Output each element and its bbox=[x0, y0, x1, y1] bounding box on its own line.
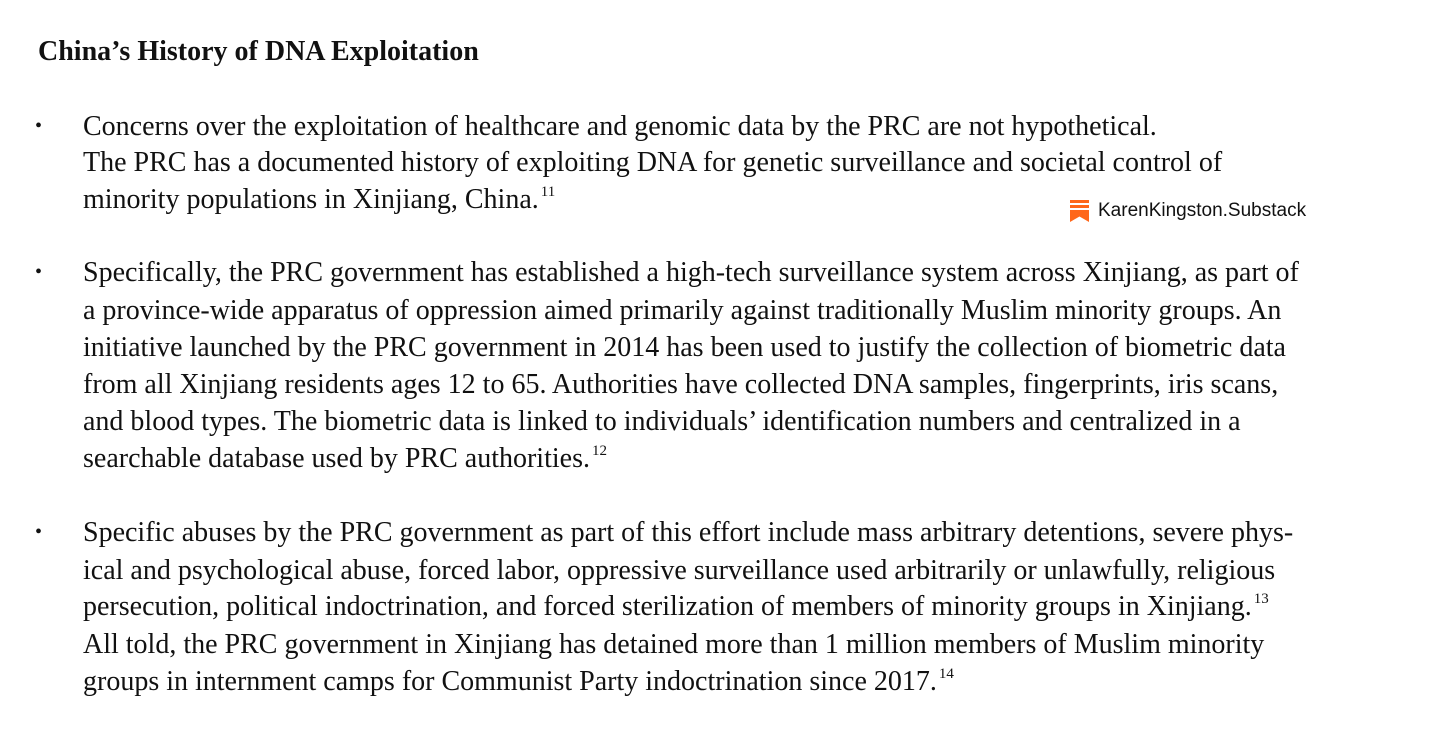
watermark bbox=[1070, 199, 1306, 223]
text-line-content: groups in internment camps for Communist Party indoctrination since 2017. bbox=[83, 666, 937, 697]
text-line: The PRC has a documented history of exploiting DNA for genetic surveillance and societal control of bbox=[83, 147, 1223, 178]
text-line-content: minority populations in Xinjiang, China. bbox=[83, 184, 539, 215]
text-line: initiative launched by the PRC government in 2014 has been used to justify the collection of biometric data bbox=[83, 332, 1286, 363]
watermark-text: KarenKingston.Substack bbox=[1098, 200, 1307, 221]
text-line: from all Xinjiang residents ages 12 to 65. Authorities have collected DNA samples, fingerprints, iris scans, bbox=[83, 369, 1279, 400]
footnote-marker: 11 bbox=[540, 184, 556, 200]
text-line: Concerns over the exploitation of healthcare and genomic data by the PRC are not hypothetical. bbox=[83, 111, 1157, 142]
text-line-content: persecution, political indoctrination, and forced sterilization of members of minority groups in Xinjiang. bbox=[83, 591, 1252, 622]
footnote-marker: 12 bbox=[591, 443, 607, 459]
text-line: Specifically, the PRC government has established a high-tech surveillance system across Xinjiang, as part of bbox=[83, 257, 1299, 288]
text-line: and blood types. The biometric data is linked to individuals’ identification numbers and centralized in a bbox=[83, 406, 1241, 437]
substack-logo-icon bbox=[1070, 200, 1089, 222]
bullet-dot: • bbox=[35, 115, 43, 137]
text-line bbox=[83, 664, 954, 704]
page-title: China’s History of DNA Exploitation bbox=[38, 36, 479, 67]
text-line bbox=[83, 589, 1269, 629]
bullet-dot: • bbox=[35, 521, 43, 543]
text-line-content: searchable database used by PRC authorities. bbox=[83, 443, 590, 474]
bullet-dot: • bbox=[35, 261, 43, 283]
text-line bbox=[83, 182, 555, 222]
text-line: All told, the PRC government in Xinjiang has detained more than 1 million members of Muslim minority bbox=[83, 629, 1265, 660]
text-line: Specific abuses by the PRC government as part of this effort include mass arbitrary detentions, severe phys- bbox=[83, 517, 1294, 548]
footnote-marker: 14 bbox=[938, 666, 954, 682]
footnote-marker: 13 bbox=[1253, 591, 1269, 607]
text-line: a province-wide apparatus of oppression aimed primarily against traditionally Muslim minority groups. An bbox=[83, 295, 1282, 326]
text-line: ical and psychological abuse, forced labor, oppressive surveillance used arbitrarily or unlawfully, religious bbox=[83, 555, 1276, 586]
text-line bbox=[83, 441, 607, 481]
